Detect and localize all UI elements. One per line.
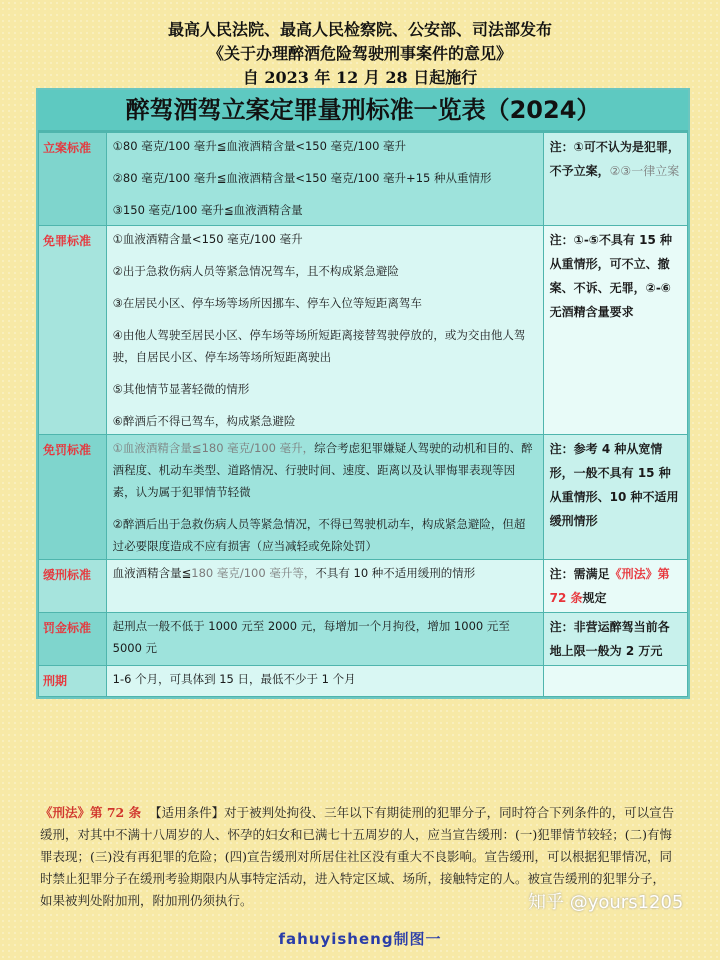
table-row bbox=[39, 133, 688, 226]
row-label: 免罪标准 bbox=[39, 226, 107, 435]
list-item: ③150 毫克/100 毫升≦血液酒精含量 bbox=[112, 203, 303, 217]
list-item-text: 综合考虑犯罪嫌疑人驾驶的动机和目的、醉酒程度、机动车类型、道路情况、行驶时间、速度、距离以及认罪悔罪表现等因素，认为属于犯罪情节轻微 bbox=[112, 441, 533, 499]
list-item-text: ②醉酒后出于急救伤病人员等紧急情况，不得已驾驶机动车，构成紧急避险，但超过必要限度造成不应有损害（应当减轻或免除处罚） bbox=[112, 517, 526, 553]
row-note bbox=[543, 560, 687, 613]
note-text: 注：①可不认为是犯罪，不予立案， bbox=[549, 140, 680, 178]
note-text: 注：非营运醉驾当前各地上限一般为 2 万元 bbox=[549, 620, 670, 658]
row-content bbox=[106, 666, 543, 697]
row-note bbox=[543, 226, 687, 435]
row-note bbox=[543, 133, 687, 226]
list-item: ②出于急救伤病人员等紧急情况驾车，且不构成紧急避险 bbox=[112, 264, 399, 278]
content-text: 血液酒精含量≦ bbox=[112, 566, 192, 580]
note-law-ref: 《刑法》第 72 条 bbox=[549, 567, 670, 605]
header-line-2: 《关于办理醉酒危险驾驶刑事案件的意见》 bbox=[207, 44, 512, 63]
note-text: 注：①-⑤不具有 15 种从重情形，可不立、撤案、不诉、无罪，②-⑥无酒精含量要求 bbox=[549, 233, 673, 319]
row-label: 免罚标准 bbox=[39, 435, 107, 560]
row-label: 立案标准 bbox=[39, 133, 107, 226]
row-label: 缓刑标准 bbox=[39, 560, 107, 613]
row-note bbox=[543, 435, 687, 560]
standards-table bbox=[36, 88, 690, 699]
table-row bbox=[39, 226, 688, 435]
content-text: 不具有 10 种不适用缓刑的情形 bbox=[315, 566, 476, 580]
content-text: 1-6 个月，可具体到 15 日，最低不少于 1 个月 bbox=[112, 672, 356, 686]
note-muted-text: ②③一律立案 bbox=[609, 164, 680, 178]
law-text: 【适用条件】对于被判处拘役、三年以下有期徒刑的犯罪分子，同时符合下列条件的，可以宣告缓刑，对其中不满十八周岁的人、怀孕的妇女和已满七十五周岁的人，应当宣告缓刑：(一)犯罪情节较轻；(二)有悔罪表现；(三)没有再犯罪的危险；(四)宣告缓刑对所居住社区没有重大不良影响。宣告缓刑，可以根据犯罪情况，同时禁止犯罪分子在缓刑考验期限内从事特定活动，进入特定区域、场所，接触特定的人。被宣告缓刑的犯罪分子，如果被判处附加刑，附加刑仍须执行。 bbox=[40, 805, 675, 908]
list-item bbox=[113, 513, 537, 557]
watermark: 知乎 @yours1205 bbox=[528, 892, 684, 913]
table-row bbox=[39, 613, 688, 666]
row-content bbox=[106, 613, 543, 666]
row-label: 刑期 bbox=[39, 666, 107, 697]
header bbox=[0, 0, 720, 90]
list-item: ①80 毫克/100 毫升≦血液酒精含量<150 毫克/100 毫升 bbox=[112, 139, 407, 153]
content-muted: 180 毫克/100 毫升等， bbox=[191, 566, 316, 580]
row-content bbox=[106, 560, 543, 613]
list-item: ⑤其他情节显著轻微的情形 bbox=[112, 382, 250, 396]
list-item-muted: ①血液酒精含量≦180 毫克/100 毫升， bbox=[112, 441, 315, 455]
note-text: 注：需满足 bbox=[549, 567, 610, 581]
content-text: 起刑点一般不低于 1000 元至 2000 元，每增加一个月拘役，增加 1000 元至 5000 元 bbox=[112, 619, 510, 655]
header-line-3: 自 2023 年 12 月 28 日起施行 bbox=[242, 68, 478, 87]
row-content bbox=[106, 226, 543, 435]
row-note bbox=[543, 666, 687, 697]
row-note bbox=[543, 613, 687, 666]
note-text: 注：参考 4 种从宽情形，一般不具有 15 种从重情形、10 种不适用缓刑情形 bbox=[549, 442, 679, 528]
credit: fahuyisheng制图一 bbox=[278, 930, 442, 948]
table-title: 醉驾酒驾立案定罪量刑标准一览表（2024） bbox=[38, 90, 688, 132]
row-content bbox=[106, 435, 543, 560]
list-item bbox=[113, 437, 537, 503]
list-item: ③在居民小区、停车场等场所因挪车、停车入位等短距离驾车 bbox=[112, 296, 422, 310]
list-item: ①血液酒精含量<150 毫克/100 毫升 bbox=[112, 232, 303, 246]
list-item: ②80 毫克/100 毫升≦血液酒精含量<150 毫克/100 毫升+15 种从重情形 bbox=[112, 171, 492, 185]
list-item: ④由他人驾驶至居民小区、停车场等场所短距离接替驾驶停放的，或为交由他人驾驶，自居民小区、停车场等场所短距离驶出 bbox=[112, 328, 526, 364]
table-row bbox=[39, 435, 688, 560]
table-row bbox=[39, 560, 688, 613]
table-row bbox=[39, 666, 688, 697]
row-content bbox=[106, 133, 543, 226]
row-label: 罚金标准 bbox=[39, 613, 107, 666]
law-title: 《刑法》第 72 条 bbox=[40, 805, 142, 820]
list-item: ⑥醉酒后不得已驾车，构成紧急避险 bbox=[112, 414, 296, 428]
note-text: 规定 bbox=[582, 591, 607, 605]
header-line-1: 最高人民法院、最高人民检察院、公安部、司法部发布 bbox=[167, 20, 552, 39]
